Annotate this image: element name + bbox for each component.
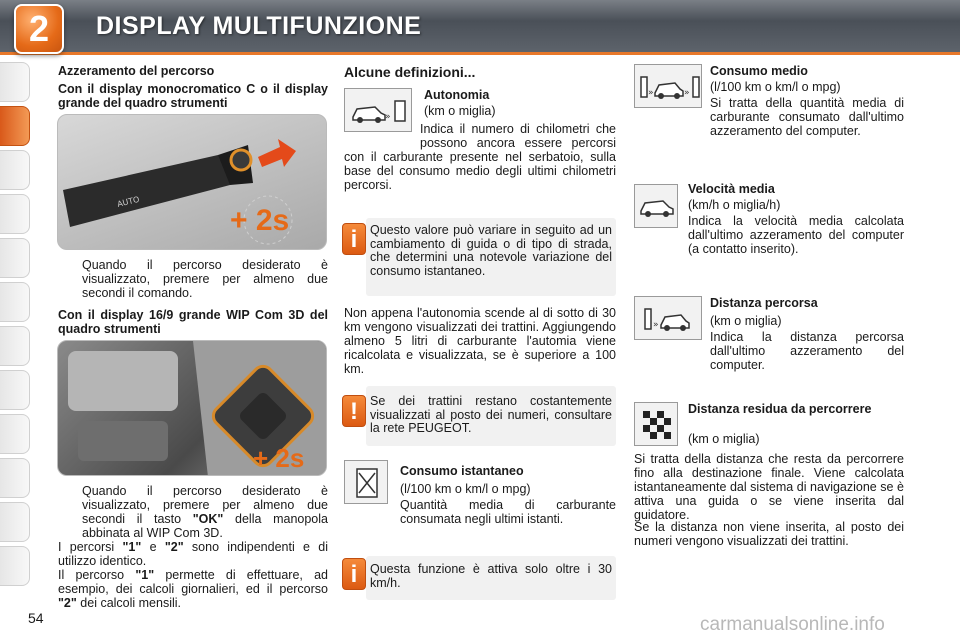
page-title: DISPLAY MULTIFUNZIONE — [96, 12, 422, 40]
instant-consumption-icon — [344, 460, 388, 504]
chapter-tab-2-active[interactable] — [0, 106, 30, 146]
header-accent-line — [0, 52, 960, 55]
distanza-percorsa-title: Distanza percorsa — [710, 296, 818, 310]
watermark: carmanualsonline.info — [700, 614, 885, 635]
note-3-text: Questa funzione è attiva solo oltre i 30 km/h. — [370, 562, 612, 590]
definitions-title: Alcune definizioni... — [344, 64, 476, 80]
velocita-media-text: Indica la velocità media calcolata dall'ultimo azzeramento del computer (a contatto inserito). — [688, 214, 904, 256]
trips-usage-text: Il percorso "1" permette di effettuare, ad esempio, dei calcoli giornalieri, ed il percorso "2" dei calcoli mensili. — [58, 568, 328, 610]
hold-2s-badge-2: + 2s — [253, 443, 305, 473]
note-2-text: Se dei trattini restano costantemente visualizzati al posto dei numeri, consultare la rete PEUGEOT. — [370, 394, 612, 435]
autonomia-dashes-text: Non appena l'autonomia scende al di sotto di 30 km vengono visualizzati dei trattini. Aggiungendo almeno 5 litri di carburante l'automia viene ricalcolata e visualizzata, se è superiore a 100 km. — [344, 306, 616, 376]
chapter-tab-5[interactable] — [0, 238, 30, 278]
consumo-medio-title: Consumo medio — [710, 64, 808, 78]
velocita-media-title: Velocità media — [688, 182, 775, 196]
distanza-percorsa-text: Indica la distanza percorsa dall'ultimo azzeramento del computer. — [710, 330, 904, 372]
svg-text:»: » — [648, 88, 654, 98]
svg-text:»: » — [653, 320, 659, 330]
autonomia-unit: (km o miglia) — [424, 104, 496, 118]
chapter-tab-4[interactable] — [0, 194, 30, 234]
autonomia-body — [344, 122, 616, 194]
stalk-control-photo — [57, 114, 327, 250]
consumo-istantaneo-unit: (l/100 km o km/l o mpg) — [400, 482, 531, 496]
average-consumption-icon — [634, 64, 702, 108]
chapter-tab-8[interactable] — [0, 370, 30, 410]
chapter-tabs — [0, 62, 32, 590]
chapter-tab-9[interactable] — [0, 414, 30, 454]
dial-markings: AUTO — [116, 194, 141, 209]
distanza-percorsa-unit: (km o miglia) — [710, 314, 782, 328]
chapter-tab-10[interactable] — [0, 458, 30, 498]
reset-heading: Azzeramento del percorso — [58, 64, 215, 78]
trips-independent-text: I percorsi "1" e "2" sono indipendenti e di utilizzo identico. — [58, 540, 328, 568]
svg-text:»: » — [684, 88, 690, 98]
consumo-medio-unit: (l/100 km o km/l o mpg) — [710, 80, 841, 94]
autonomia-text: Indica il numero di chilometri che possono ancora essere percorsi con il carburante presente nel serbatoio, sulla base del consumo medio degli ultimi chilometri percorsi. — [344, 122, 616, 192]
info-icon: i — [342, 223, 366, 255]
consumo-istantaneo-text: Quantità media di carburante consumata negli ultimi istanti. — [400, 498, 616, 526]
chapter-tab-11[interactable] — [0, 502, 30, 542]
average-speed-icon — [634, 184, 678, 228]
distanza-residua-text-1: Si tratta della distanza che resta da percorrere fino alla destinazione finale. Viene calcolata istantaneamente dal sistema di navigazione se è attiva una guida o se viene inserita dal guidatore. — [634, 452, 904, 522]
autonomia-title: Autonomia — [424, 88, 490, 102]
hold-2s-badge: + 2s — [230, 204, 290, 237]
bullet-2-text: Quando il percorso desiderato è visualizzato, premere per almeno due secondi il tasto "OK" della manopola abbinata al WIP Com 3D. — [82, 484, 328, 540]
info-icon-2: i — [342, 558, 366, 590]
consumo-istantaneo-title: Consumo istantaneo — [400, 464, 524, 478]
page-number: 54 — [28, 610, 44, 626]
checkered-flag-icon — [634, 402, 678, 446]
mono-display-subheading: Con il display monocromatico C o il display grande del quadro strumenti — [58, 82, 328, 110]
chapter-tab-12[interactable] — [0, 546, 30, 586]
note-1-text: Questo valore può variare in seguito ad un cambiamento di guida o di tipo di strada, che determini una notevole variazione del consumo istantaneo. — [370, 223, 612, 278]
chapter-tab-3[interactable] — [0, 150, 30, 190]
distanza-residua-text-2: Se la distanza non viene inserita, al posto dei numeri vengono visualizzati dei trattini. — [634, 520, 904, 548]
chapter-tab-7[interactable] — [0, 326, 30, 366]
chapter-tab-6[interactable] — [0, 282, 30, 322]
svg-text:»: » — [385, 112, 391, 122]
distanza-residua-unit: (km o miglia) — [688, 432, 760, 446]
chapter-badge: 2 — [14, 4, 64, 54]
consumo-medio-text: Si tratta della quantità media di carburante consumato dall'ultimo azzeramento del computer. — [710, 96, 904, 138]
wip-display-subheading: Con il display 16/9 grande WIP Com 3D del quadro strumenti — [58, 308, 328, 336]
distanza-residua-title: Distanza residua da percorrere — [688, 402, 872, 416]
distance-travelled-icon — [634, 296, 702, 340]
warning-icon: ! — [342, 395, 366, 427]
velocita-media-unit: (km/h o miglia/h) — [688, 198, 781, 212]
wip-com-knob-photo — [57, 340, 327, 476]
bullet-1-text: Quando il percorso desiderato è visualizzato, premere per almeno due secondi il comando. — [82, 258, 328, 300]
chapter-tab-1[interactable] — [0, 62, 30, 102]
